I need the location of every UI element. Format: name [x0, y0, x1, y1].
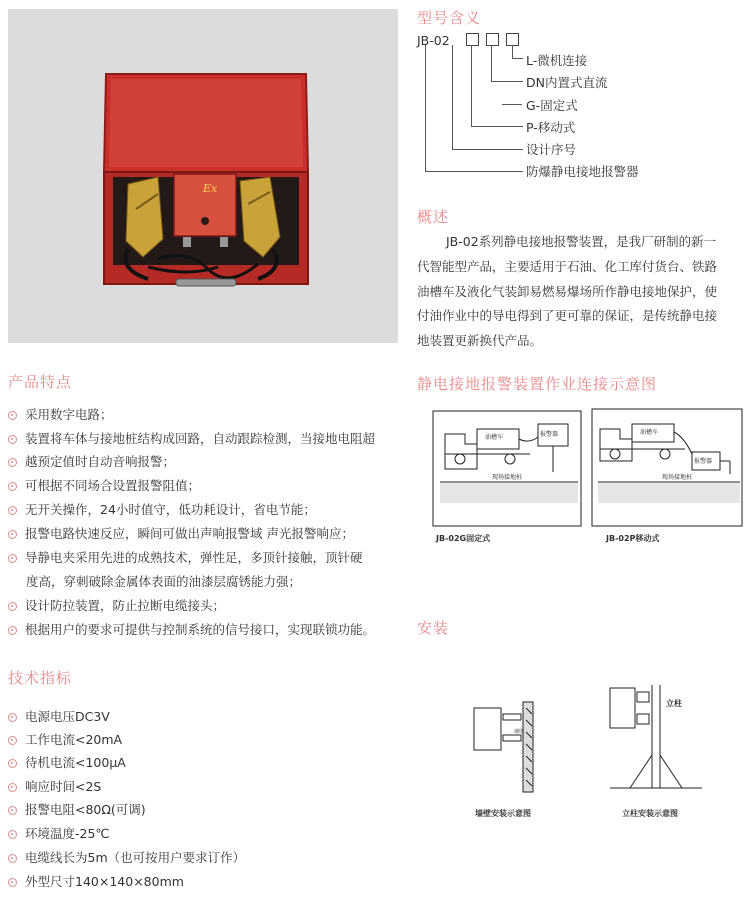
right-tanker-label: 油槽车 [640, 429, 659, 436]
connection-diagram [430, 404, 745, 534]
bullet-icon [8, 736, 17, 745]
model-item-dn: DN内置式直流 [526, 75, 608, 90]
spec-item: 工作电流<20mA [8, 730, 122, 748]
overview-line-1: JB-02系列静电接地报警装置，是我厂研制的新一 [446, 234, 717, 249]
bullet-icon [8, 458, 17, 467]
spec-item: 电源电压DC3V [8, 707, 110, 725]
model-item-l: L-微机连接 [526, 53, 588, 68]
feature-item: 设计防拉装置，防止拉断电缆接头； [8, 596, 225, 614]
right-pile-label: 现场接地桩 [662, 474, 693, 481]
features-title: 产品特点 [8, 373, 73, 391]
bullet-icon [8, 506, 17, 515]
mobile-type-caption: JB-02P移动式 [606, 534, 660, 543]
bullet-icon [8, 854, 17, 863]
feature-item: 越预定值时自动音响报警； [8, 452, 175, 470]
feature-item: 报警电路快速反应，瞬间可做出声响报警域 声光报警响应； [8, 524, 354, 542]
model-item-product: 防爆静电接地报警器 [526, 164, 639, 179]
connection-title: 静电接地报警装置作业连接示意图 [417, 375, 658, 393]
right-alarm-label: 报警器 [694, 458, 713, 465]
pole-label: 立柱 [666, 699, 682, 708]
product-case-illustration [8, 9, 398, 343]
spec-item: 电缆线长为5m（也可按用户要求订作） [8, 848, 245, 866]
bullet-icon [8, 626, 17, 635]
fixed-type-caption: JB-02G固定式 [436, 534, 491, 543]
overview-line-4: 付油作业中的导电得到了更可靠的保证，是传统静电接 [417, 308, 718, 323]
feature-item: 采用数字电路； [8, 405, 113, 423]
overview-line-2: 代智能型产品，主要适用于石油、化工库付货台、铁路 [417, 259, 718, 274]
bullet-icon [8, 482, 17, 491]
bullet-icon [8, 783, 17, 792]
bullet-icon [8, 878, 17, 887]
bullet-icon [8, 530, 17, 539]
spec-item: 响应时间<2S [8, 777, 101, 795]
overview-line-5: 地装置更新换代产品。 [417, 333, 543, 348]
left-tanker-label: 油槽车 [485, 434, 504, 441]
bullet-icon [8, 602, 17, 611]
bullet-icon [8, 554, 17, 563]
feature-item: 根据用户的要求可提供与控制系统的信号接口，实现联锁功能。 [8, 620, 375, 638]
bullet-icon [8, 830, 17, 839]
wall-label: 墙壁 [514, 729, 525, 735]
specs-title: 技术指标 [8, 669, 73, 687]
feature-item: 无开关操作，24小时值守，低功耗设计，省电节能； [8, 500, 316, 518]
spec-item: 报警电阻<80Ω(可调) [8, 800, 146, 818]
feature-item: 可根据不同场合设置报警阻值； [8, 476, 200, 494]
product-photo [8, 9, 398, 343]
feature-item-continuation: 度高，穿刺破除金属体表面的油漆层腐锈能力强； [26, 574, 302, 589]
spec-item: 待机电流<100μA [8, 753, 126, 771]
install-title: 安装 [417, 619, 450, 637]
model-item-p: P-移动式 [526, 120, 576, 135]
bullet-icon [8, 411, 17, 420]
feature-item: 导静电夹采用先进的成熟技术，弹性足，多顶针接触，顶针硬 [8, 548, 363, 566]
ex-mark: Ex [203, 182, 218, 195]
overview-title: 概述 [417, 208, 450, 226]
bullet-icon [8, 759, 17, 768]
model-title: 型号含义 [417, 9, 482, 27]
left-pile-label: 现场接地桩 [492, 474, 523, 481]
left-alarm-label: 报警器 [540, 431, 559, 438]
pole-install-caption: 立柱安装示意图 [622, 809, 678, 818]
feature-item: 装置将车体与接地桩结构成回路，自动跟踪检测，当接地电阻超 [8, 429, 375, 447]
bullet-icon [8, 713, 17, 722]
model-item-serial: 设计序号 [526, 142, 577, 157]
bullet-icon [8, 806, 17, 815]
spec-item: 环境温度-25℃ [8, 824, 109, 842]
model-code: JB-02 [417, 33, 450, 48]
spec-item: 外型尺寸140×140×80mm [8, 872, 184, 890]
bullet-icon [8, 435, 17, 444]
wall-install-caption: 墙壁安装示意图 [475, 809, 531, 818]
model-item-g: G-固定式 [526, 98, 578, 113]
install-diagram [470, 680, 710, 805]
overview-line-3: 油槽车及液化气装卸易燃易爆场所作静电接地保护，使 [417, 284, 718, 299]
